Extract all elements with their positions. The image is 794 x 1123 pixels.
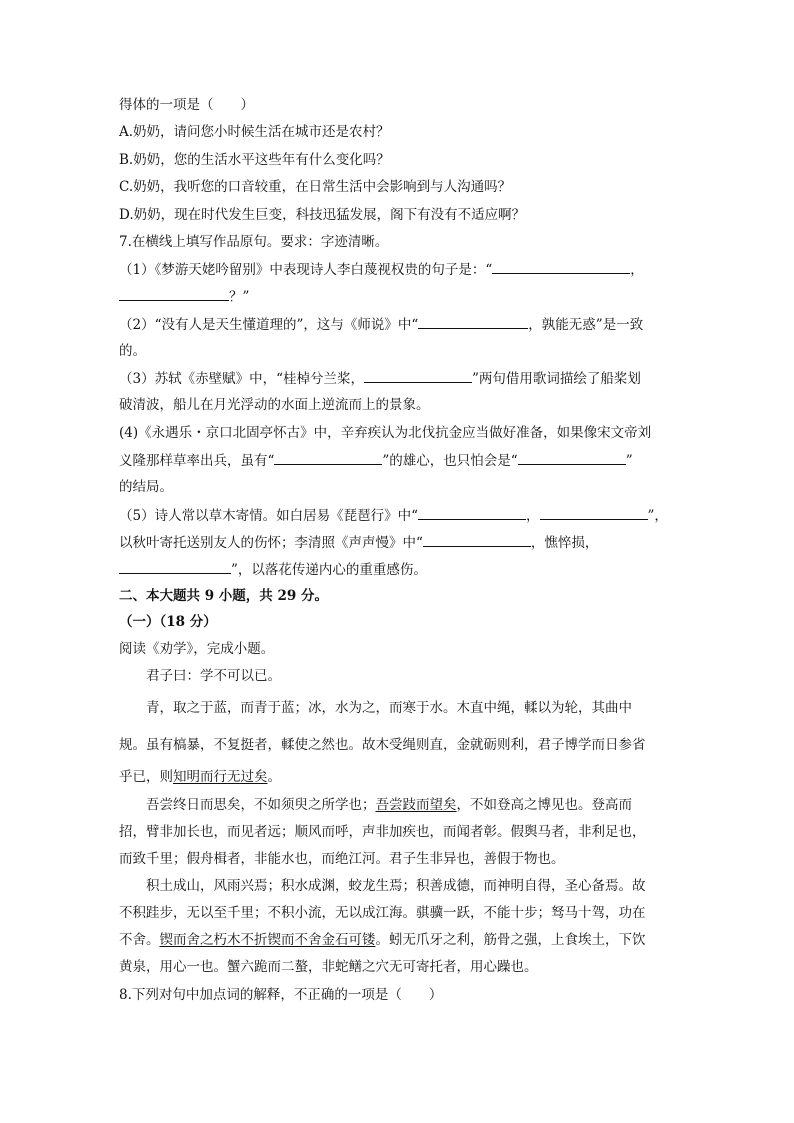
q7-s2-line1: （2）“没有人是天生懂道理的”，这与《师说》中“ ，孰能无惑”是一致 [119,317,644,333]
q6-option-c: C.奶奶，我听您的口音较重，在日常生活中会影响到与人沟通吗？ [119,179,512,195]
reading-instruction: 阅读《劝学》，完成小题。 [119,641,275,657]
passage-p3-line2: 招，臂非加长也，而见者远；顺风而呼，声非加疾也，而闻者彰。假舆马者，非利足也， [119,824,646,840]
q7-s5-line3: ”，以落花传递内心的重重感伤。 [119,560,427,579]
q7-s3-line1: （3）苏轼《赤壁赋》中，“桂棹兮兰桨， ”两句借用歌词描绘了船桨划 [119,371,641,387]
q6-option-b: B.奶奶，您的生活水平这些年有什么变化吗？ [119,152,390,168]
q6-stem-tail: 得体的一项是（ ） [119,97,254,113]
answer-blank[interactable] [540,506,648,520]
part-heading: （一）（18 分） [119,614,217,630]
passage-p3-line3: 而致千里；假舟楫者，非能水也，而绝江河。君子生非异也，善假于物也。 [119,851,565,867]
answer-blank[interactable] [119,560,231,574]
answer-blank[interactable] [418,506,526,520]
section-heading: 二、本大题共 9 小题，共 29 分。 [119,588,328,604]
underlined-sentence: 吾尝跂而望矣 [375,797,457,813]
q6-option-a: A.奶奶，请问您小时候生活在城市还是农村？ [119,124,390,140]
passage-p4-line3: 不舍。锲而舍之朽木不折锲而不舍金石可镂。蚓无爪牙之利，筋骨之强，上食埃土，下饮 [119,932,646,948]
answer-blank[interactable] [492,260,630,274]
q7-s5-line2: 以秋叶寄托送别友人的伤怀；李清照《声声慢》中“ ，憔悴损， [119,535,599,551]
underlined-sentence: 锲而舍之朽木不折锲而不舍金石可镂 [159,932,376,948]
q7-s1-line2: ？” [119,287,249,306]
passage-p2-line2: 规。虽有槁暴，不复挺者，輮使之然也。故木受绳则直，金就砺则利，君子博学而日参省 [119,737,646,753]
passage-p2-line1: 青，取之于蓝，而青于蓝；冰，水为之，而寒于水。木直中绳，輮以为轮，其曲中 [146,700,632,716]
q7-s1-line1: （1）《梦游天姥吟留别》中表现诗人李白蔑视权贵的句子是：“ ， [119,262,644,278]
q7-s3-line2: 破清波，船儿在月光浮动的水面上逆流而上的景象。 [119,397,430,413]
answer-blank[interactable] [518,451,626,465]
passage-p3-line1: 吾尝终日而思矣，不如须臾之所学也；吾尝跂而望矣，不如登高之博见也。登高而 [146,797,632,813]
answer-blank[interactable] [418,315,528,329]
passage-paragraph-1: 君子曰：学不可以已。 [146,668,281,684]
answer-blank[interactable] [364,369,472,383]
q7-s4-line2: 义隆那样草率出兵，虽有“ ”的雄心，也只怕会是“ ” [119,453,633,469]
passage-p4-line1: 积土成山，风雨兴焉；积水成渊，蛟龙生焉；积善成德，而神明自得，圣心备焉。故 [146,878,646,894]
q7-s5-line1: （5）诗人常以草木寄情。如白居易《琵琶行》中“ ， ”， [119,508,668,524]
q6-option-d: D.奶奶，现在时代发生巨变，科技迅猛发展，阁下有没有不适应啊？ [119,207,526,223]
passage-p2-line3: 乎已，则知明而行无过矣。 [119,769,281,785]
underlined-sentence: 知明而行无过矣 [173,769,268,785]
answer-blank[interactable] [423,533,531,547]
q7-s2-line2: 的。 [119,343,146,359]
answer-blank[interactable] [274,451,382,465]
q7-s4-line3: 的结局。 [119,479,173,495]
passage-p4-line2: 不积跬步，无以至千里；不积小流，无以成江海。骐骥一跃，不能十步；驽马十驾，功在 [119,905,646,921]
q7-stem: 7.在横线上填写作品原句。要求：字迹清晰。 [119,234,389,250]
passage-p4-line4: 黄泉，用心一也。蟹六跪而二螯，非蛇鳝之穴无可寄托者，用心躁也。 [119,959,538,975]
answer-blank[interactable] [119,287,229,301]
q7-s4-line1: (4)《永遇乐・京口北固亭怀古》中，辛弃疾认为北伐抗金应当做好准备，如果像宋文帝刘 [119,425,652,441]
q8-stem: 8.下列对句中加点词的解释，不正确的一项是（ ） [119,987,443,1003]
